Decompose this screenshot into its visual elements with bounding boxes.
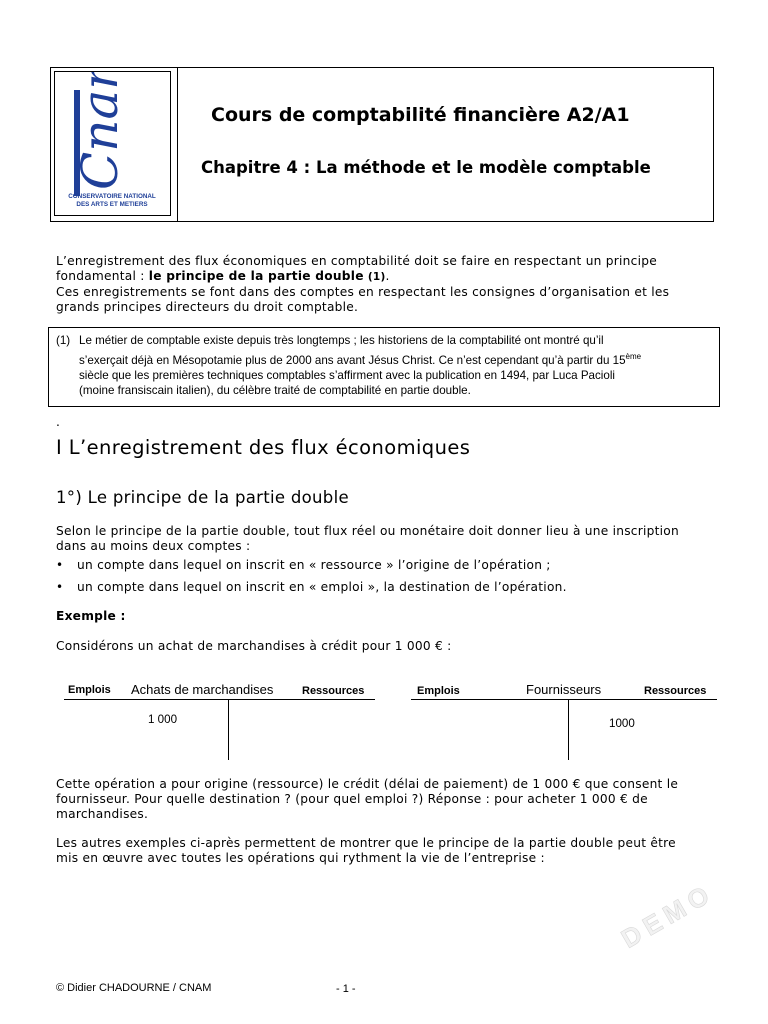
t-account-left-head: Emplois: [68, 684, 111, 696]
principle-name: le principe de la partie double: [148, 269, 364, 283]
footer-author: © Didier CHADOURNE / CNAM: [56, 982, 212, 994]
example-text: Considérons un achat de marchandises à crédit pour 1 000 € :: [56, 639, 452, 653]
principle-paragraph: Selon le principe de la partie double, tout flux réel ou monétaire doit donner lieu à une inscription dans au moins deux comptes :: [56, 524, 679, 553]
bullet-icon: •: [56, 558, 64, 572]
course-title: Cours de comptabilité financière A2/A1: [211, 104, 630, 126]
t-account-left-head: Emplois: [417, 685, 460, 697]
logo-wordmark: Cnam: [71, 72, 129, 190]
t-account-divider: [568, 699, 569, 760]
t-account-debit-value: 1 000: [148, 713, 178, 726]
intro-line: fondamental : le principe de la partie double (1).: [56, 269, 390, 283]
footnote-marker: (1): [56, 334, 71, 347]
logo-cell: [51, 68, 178, 221]
cnam-logo: [54, 71, 171, 216]
t-account-rule: [411, 699, 717, 700]
stray-dot: .: [56, 415, 61, 429]
t-account-right-head: Ressources: [644, 685, 707, 697]
page-number: - 1 -: [336, 983, 356, 995]
bullet-icon: •: [56, 580, 64, 594]
intro-line: Ces enregistrements se font dans des comptes en respectant les consignes d’organisation et les: [56, 285, 670, 299]
demo-watermark: DEMO: [616, 877, 720, 954]
cnam-logo-svg: [55, 72, 170, 215]
t-account-title: Fournisseurs: [526, 682, 602, 697]
intro-line: grands principes directeurs du droit comptable.: [56, 300, 359, 314]
logo-line1: CONSERVATOIRE NATIONAL: [68, 193, 156, 200]
t-account-divider: [228, 699, 229, 760]
t-account-right-head: Ressources: [302, 685, 365, 697]
section-heading: I L’enregistrement des flux économiques: [56, 436, 471, 459]
footnote-text: Le métier de comptable existe depuis très longtemps ; les historiens de la comptabilité ont montré qu’il s’exerçait déjà en Mésopotamie plus de 2000 ans avant Jésus Christ. Ce n’est cependant qu’à partir du 15ème siècle que les premières techniques comptables s’affirment avec la publication en 1494, par Luca Pacioli (moine fransiscain italien), du célèbre traité de comptabilité en partie double.: [79, 334, 642, 398]
subsection-heading: 1°) Le principe de la partie double: [56, 488, 349, 507]
t-account-credit-value: 1000: [609, 717, 635, 730]
example-label: Exemple :: [56, 609, 126, 623]
origin-paragraph: Cette opération a pour origine (ressource) le crédit (délai de paiement) de 1 000 € que consent le fournisseur. Pour quelle destination ? (pour quel emploi ?) Réponse : pour acheter 1 000 € de marchandises.: [56, 777, 679, 821]
intro-line: L’enregistrement des flux économiques en comptabilité doit se faire en respectant un principe: [56, 254, 657, 268]
intro-paragraph: [56, 254, 726, 315]
examples-paragraph: Les autres exemples ci-après permettent de montrer que le principe de la partie double peut être mis en œuvre avec toutes les opérations qui rythment la vie de l’entreprise :: [56, 836, 676, 865]
footnote-ref: (1): [367, 271, 386, 283]
t-account-rule: [64, 699, 375, 700]
logo-line2: DES ARTS ET METIERS: [76, 201, 148, 208]
header-box: [50, 67, 714, 222]
footnote-box: [48, 327, 720, 407]
t-account-title: Achats de marchandises: [131, 682, 274, 697]
chapter-title: Chapitre 4 : La méthode et le modèle comptable: [201, 158, 651, 177]
